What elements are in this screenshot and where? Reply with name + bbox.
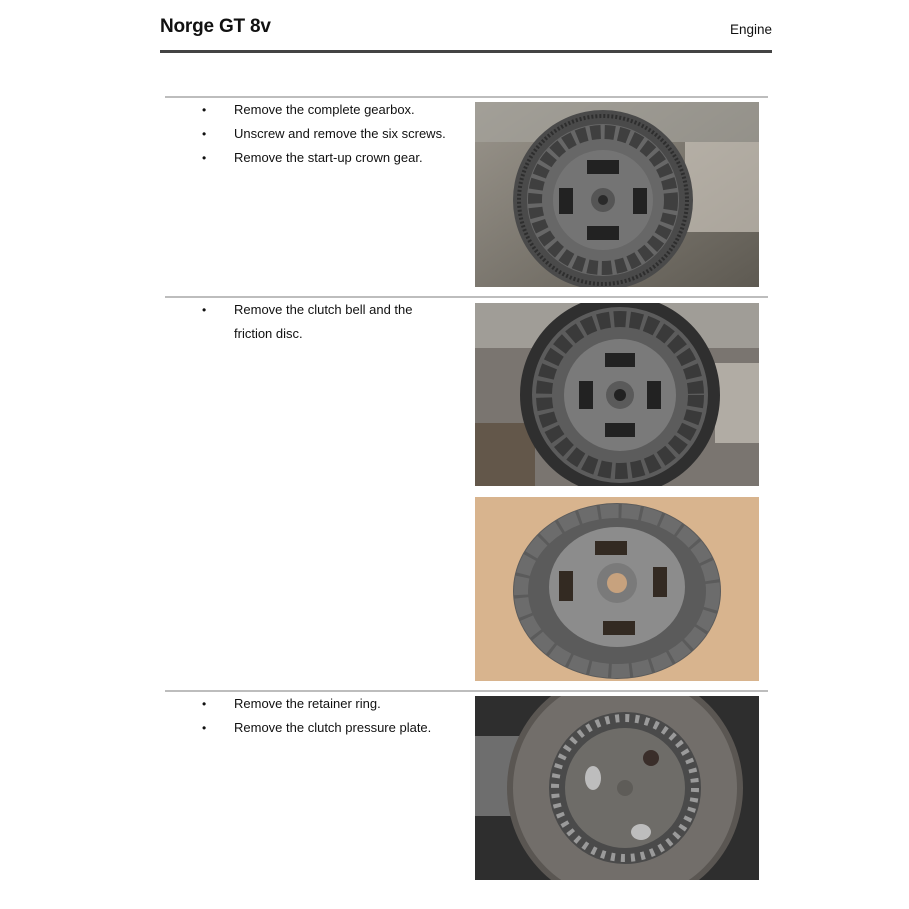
- instruction-item: • Remove the clutch bell and the friction disc.: [200, 298, 440, 346]
- clutch-bell-on-engine-photo: [475, 303, 759, 486]
- step-2-instructions: [200, 298, 440, 346]
- flywheel-with-crown-gear-photo: [475, 102, 759, 287]
- instruction-item: • Remove the complete gearbox.: [200, 98, 465, 122]
- step-1-instructions: [200, 98, 465, 170]
- page-title: Norge GT 8v: [160, 16, 271, 37]
- section-label: Engine: [729, 22, 772, 37]
- bullet-icon: •: [202, 697, 207, 711]
- bullet-icon: •: [202, 103, 207, 117]
- bullet-icon: •: [202, 303, 207, 317]
- instruction-item: • Remove the clutch pressure plate.: [200, 716, 465, 740]
- header-divider: [160, 50, 772, 53]
- instruction-item: • Unscrew and remove the six screws.: [200, 122, 465, 146]
- friction-disc-photo: [475, 497, 759, 681]
- bullet-icon: •: [202, 721, 207, 735]
- step-3-instructions: [200, 692, 465, 740]
- bullet-icon: •: [202, 127, 207, 141]
- instruction-item: • Remove the start-up crown gear.: [200, 146, 465, 170]
- instruction-item: • Remove the retainer ring.: [200, 692, 465, 716]
- bullet-icon: •: [202, 151, 207, 165]
- clutch-pressure-plate-photo: [475, 696, 759, 880]
